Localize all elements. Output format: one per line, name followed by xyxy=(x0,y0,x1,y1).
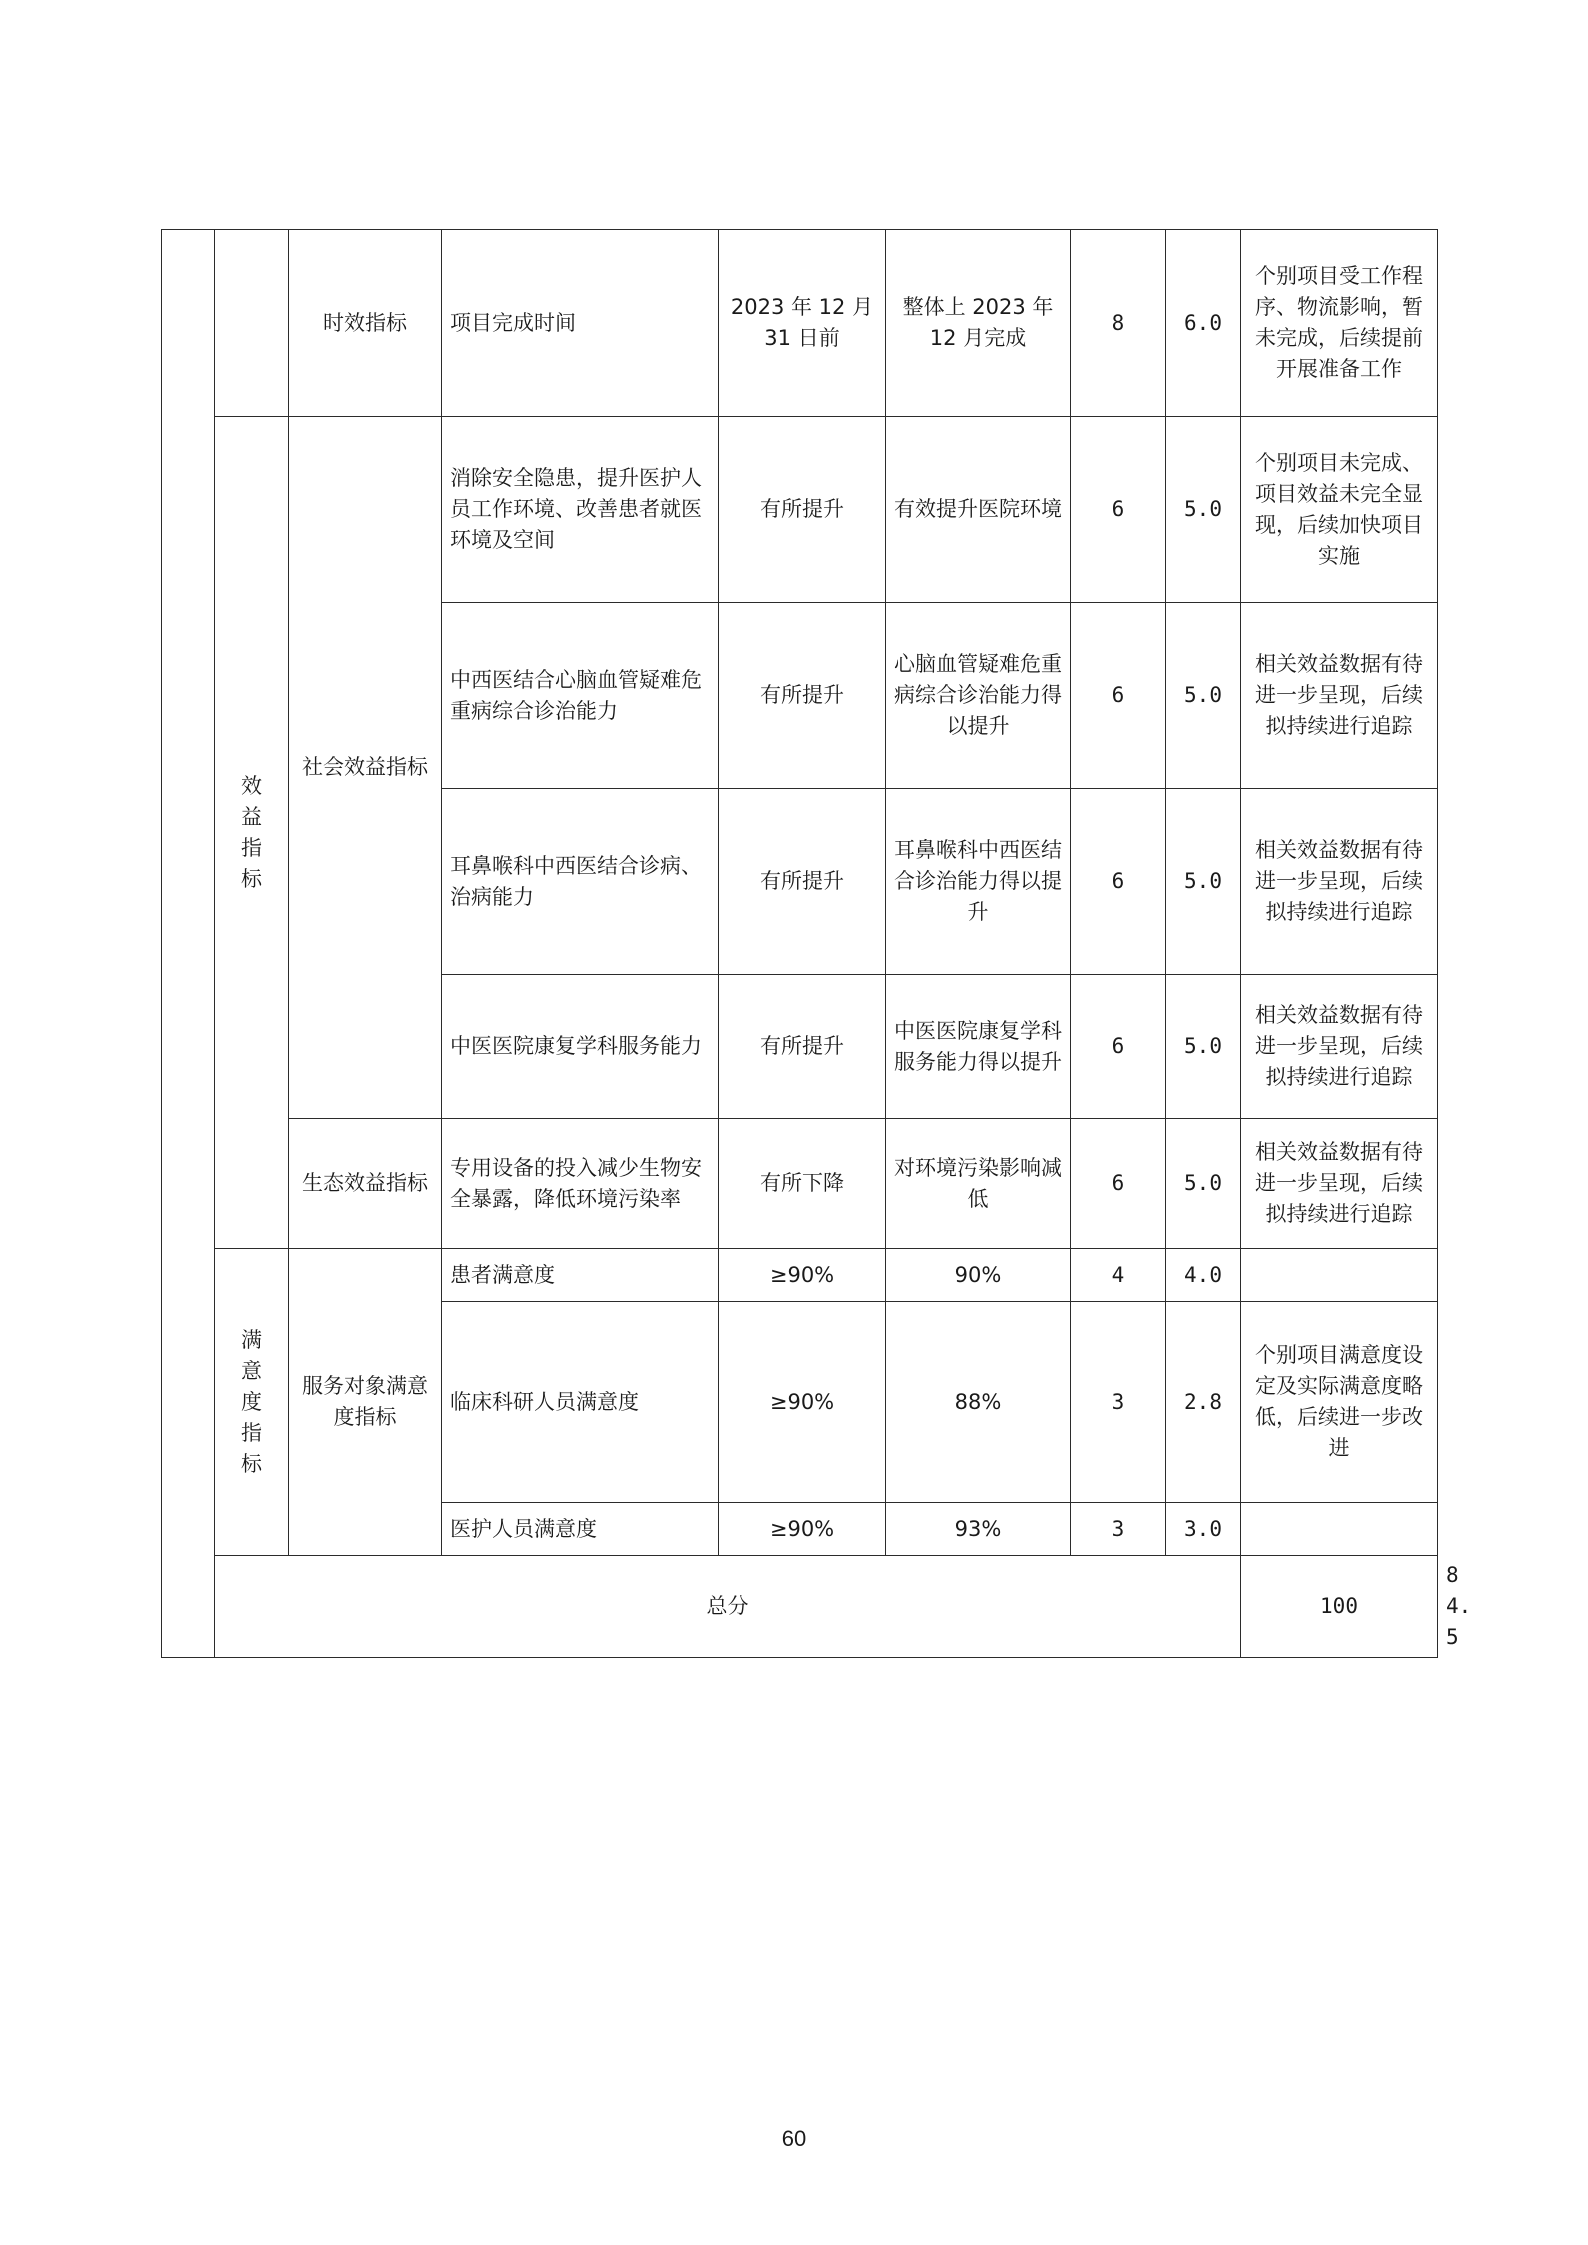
indicator-cell: 临床科研人员满意度 xyxy=(442,1302,719,1503)
target-value-cell: 有所提升 xyxy=(719,417,886,603)
indicator-cell: 中西医结合心脑血管疑难危重病综合诊治能力 xyxy=(442,603,719,789)
target-value-cell: ≥90% xyxy=(719,1302,886,1503)
weight-cell: 6 xyxy=(1071,603,1166,789)
actual-value-cell: 93% xyxy=(886,1503,1071,1556)
actual-value-cell: 90% xyxy=(886,1249,1071,1302)
category-char: 意 xyxy=(241,1358,262,1383)
table-row xyxy=(162,417,1438,603)
score-cell: 5.0 xyxy=(1166,789,1241,975)
actual-value-cell: 88% xyxy=(886,1302,1071,1503)
weight-cell: 6 xyxy=(1071,975,1166,1119)
note-cell: 个别项目受工作程序、物流影响，暂未完成，后续提前开展准备工作 xyxy=(1241,230,1438,417)
indicator-cell: 患者满意度 xyxy=(442,1249,719,1302)
note-cell: 相关效益数据有待进一步呈现，后续拟持续进行追踪 xyxy=(1241,1119,1438,1249)
actual-value-cell: 整体上 2023 年 12 月完成 xyxy=(886,230,1071,417)
weight-cell: 4 xyxy=(1071,1249,1166,1302)
target-value-cell: 有所提升 xyxy=(719,603,886,789)
score-cell: 3.0 xyxy=(1166,1503,1241,1556)
page-number: 60 xyxy=(781,2126,807,2151)
actual-value-cell: 耳鼻喉科中西医结合诊治能力得以提升 xyxy=(886,789,1071,975)
score-cell: 4.0 xyxy=(1166,1249,1241,1302)
score-cell: 5.0 xyxy=(1166,603,1241,789)
note-cell xyxy=(1241,1249,1438,1302)
target-value-cell: ≥90% xyxy=(719,1249,886,1302)
total-row: 总分 100 84.5 xyxy=(162,1556,1438,1658)
category-char: 满 xyxy=(241,1327,262,1352)
indicator-type-cell: 社会效益指标 xyxy=(289,417,442,1119)
score-cell: 2.8 xyxy=(1166,1302,1241,1503)
note-cell: 个别项目未完成、项目效益未完全显现，后续加快项目实施 xyxy=(1241,417,1438,603)
category-char: 指 xyxy=(241,1420,262,1445)
category-cell xyxy=(215,230,289,417)
actual-value-cell: 有效提升医院环境 xyxy=(886,417,1071,603)
note-cell: 个别项目满意度设定及实际满意度略低，后续进一步改进 xyxy=(1241,1302,1438,1503)
weight-cell: 6 xyxy=(1071,789,1166,975)
indicator-cell: 中医医院康复学科服务能力 xyxy=(442,975,719,1119)
note-cell: 相关效益数据有待进一步呈现，后续拟持续进行追踪 xyxy=(1241,975,1438,1119)
indicator-cell: 项目完成时间 xyxy=(442,230,719,417)
target-value-cell: 有所下降 xyxy=(719,1119,886,1249)
indicator-type-cell: 生态效益指标 xyxy=(289,1119,442,1249)
score-cell: 5.0 xyxy=(1166,975,1241,1119)
note-cell xyxy=(1241,1503,1438,1556)
actual-value-cell: 对环境污染影响减低 xyxy=(886,1119,1071,1249)
indicator-type-cell: 服务对象满意度指标 xyxy=(289,1249,442,1556)
actual-value-cell: 心脑血管疑难危重病综合诊治能力得以提升 xyxy=(886,603,1071,789)
total-label: 总分 xyxy=(215,1556,1241,1658)
category-char: 指 xyxy=(241,835,262,860)
outer-category-cell xyxy=(162,230,215,1658)
weight-cell: 3 xyxy=(1071,1503,1166,1556)
table-row xyxy=(162,230,1438,417)
score-cell: 5.0 xyxy=(1166,1119,1241,1249)
category-char: 效 xyxy=(241,773,262,798)
weight-cell: 6 xyxy=(1071,417,1166,603)
indicator-type-cell: 时效指标 xyxy=(289,230,442,417)
category-char: 标 xyxy=(241,1451,262,1476)
category-satisfaction-cell xyxy=(215,1249,289,1556)
actual-value-cell: 中医医院康复学科服务能力得以提升 xyxy=(886,975,1071,1119)
indicator-cell: 消除安全隐患，提升医护人员工作环境、改善患者就医环境及空间 xyxy=(442,417,719,603)
table-row xyxy=(162,1119,1438,1249)
weight-cell: 6 xyxy=(1071,1119,1166,1249)
target-value-cell: 有所提升 xyxy=(719,789,886,975)
indicator-cell: 耳鼻喉科中西医结合诊病、治病能力 xyxy=(442,789,719,975)
target-value-cell: 2023 年 12 月 31 日前 xyxy=(719,230,886,417)
target-value-cell: ≥90% xyxy=(719,1503,886,1556)
weight-cell: 3 xyxy=(1071,1302,1166,1503)
total-weight: 100 xyxy=(1241,1556,1438,1658)
indicator-cell: 医护人员满意度 xyxy=(442,1503,719,1556)
score-cell: 5.0 xyxy=(1166,417,1241,603)
performance-table xyxy=(161,229,1472,1658)
target-value-cell: 有所提升 xyxy=(719,975,886,1119)
table-row xyxy=(162,1249,1438,1302)
score-cell: 6.0 xyxy=(1166,230,1241,417)
category-char: 度 xyxy=(241,1389,262,1414)
category-benefit-cell xyxy=(215,417,289,1249)
note-cell: 相关效益数据有待进一步呈现，后续拟持续进行追踪 xyxy=(1241,789,1438,975)
category-char: 益 xyxy=(241,804,262,829)
note-cell: 相关效益数据有待进一步呈现，后续拟持续进行追踪 xyxy=(1241,603,1438,789)
weight-cell: 8 xyxy=(1071,230,1166,417)
indicator-cell: 专用设备的投入减少生物安全暴露，降低环境污染率 xyxy=(442,1119,719,1249)
category-char: 标 xyxy=(241,866,262,891)
